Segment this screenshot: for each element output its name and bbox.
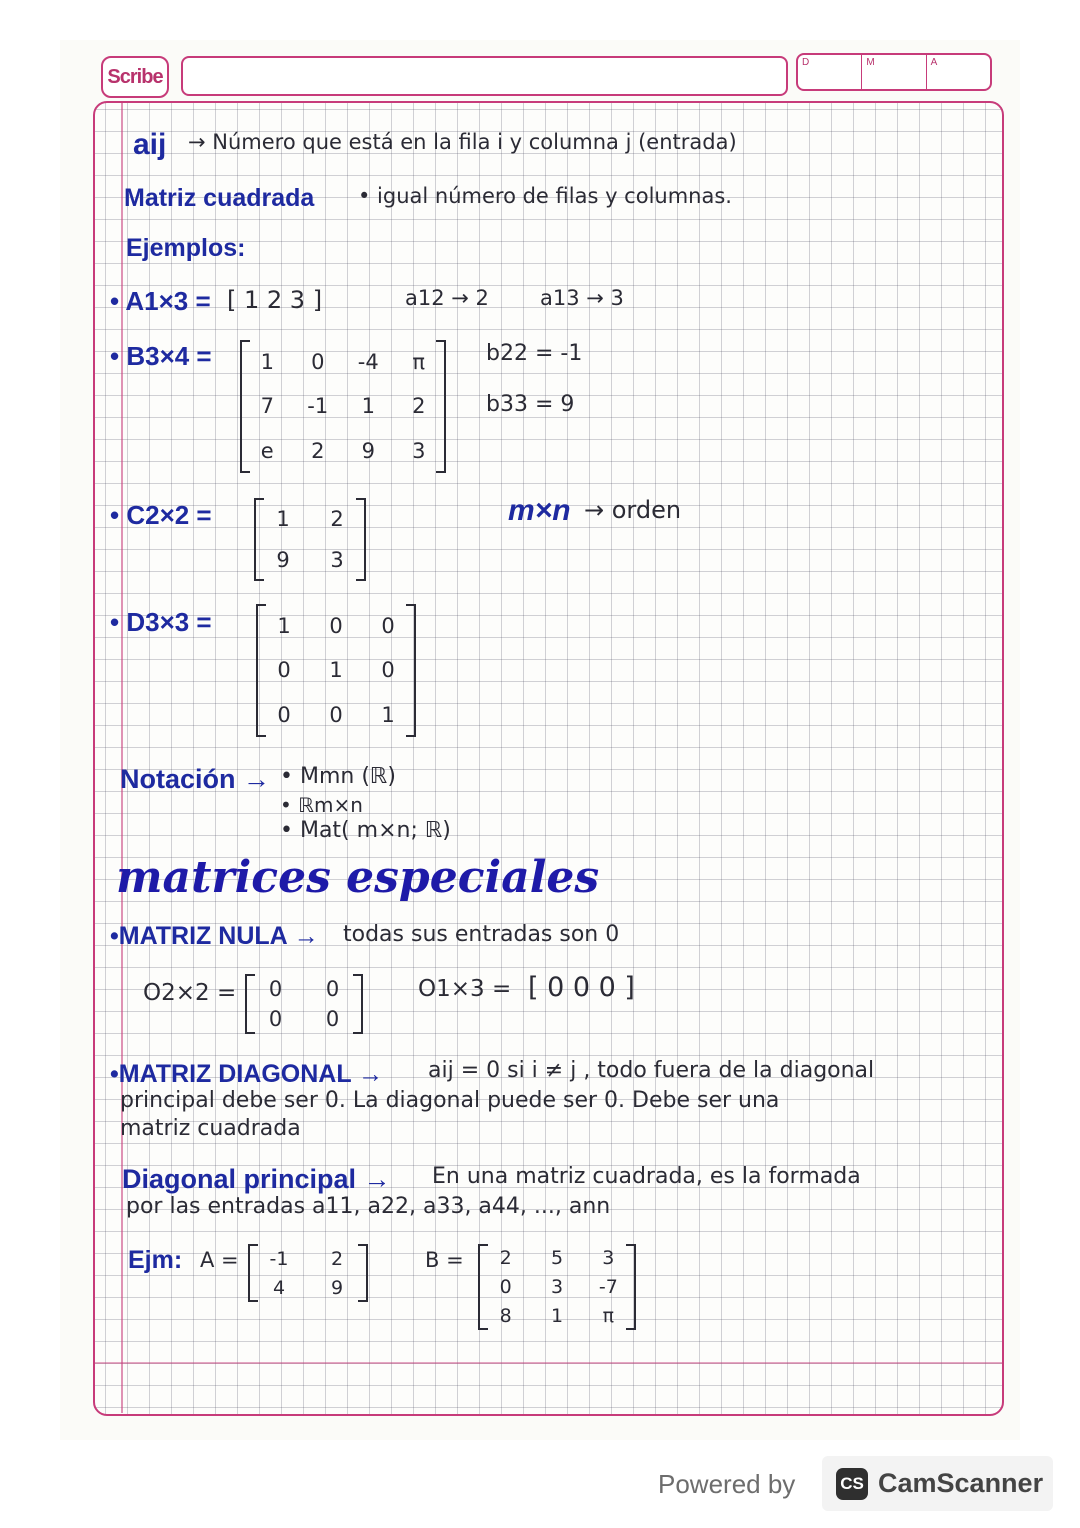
ejm-label: Ejm: <box>128 1246 183 1274</box>
title-field <box>181 56 788 96</box>
diagonal-principal-line-1: En una matriz cuadrada, es la formada <box>432 1164 861 1189</box>
o1x3-label: O1×3 = <box>418 976 512 1002</box>
matriz-diagonal-line-1: aij = 0 si i ≠ j , todo fuera de la diagonal <box>428 1058 875 1083</box>
matrix-cell: 4 <box>272 1276 286 1299</box>
matriz-nula-definition: todas sus entradas son 0 <box>343 922 620 947</box>
matrix-cell: 1 <box>329 658 343 683</box>
matrix-a-note-2: a13 → 3 <box>540 286 624 310</box>
matrix-cell: 2 <box>499 1247 512 1270</box>
camscanner-brand: CamScanner <box>878 1468 1044 1498</box>
powered-by-text: Powered by <box>658 1469 796 1499</box>
matrix-cell: 7 <box>260 394 274 419</box>
matrix-cell: -1 <box>269 1247 289 1270</box>
matrix-cell: 1 <box>260 350 274 375</box>
matrix-d-label: • D3×3 = <box>110 607 212 637</box>
matrix-cell: 3 <box>602 1247 615 1270</box>
matriz-nula-label: •MATRIZ NULA → <box>110 922 319 950</box>
matrix-cell: 3 <box>550 1275 564 1298</box>
matrix-o2x2 <box>245 974 363 1034</box>
matrix-cell: 0 <box>311 350 325 375</box>
matrix-cell: 0 <box>277 658 291 683</box>
matrix-cell: -4 <box>357 350 379 375</box>
notacion-label: Notación → <box>120 764 271 794</box>
matrix-cell: 0 <box>277 702 291 727</box>
matrix-b-note-2: b33 = 9 <box>486 392 575 417</box>
matrix-c <box>254 498 366 581</box>
matrix-a-note-1: a12 → 2 <box>405 286 489 310</box>
diagonal-principal-label: Diagonal principal → <box>122 1164 391 1194</box>
matrix-b-label: • B3×4 = <box>110 341 212 371</box>
o1x3-row: [ 0 0 0 ] <box>528 972 635 1003</box>
matrix-cell: -7 <box>598 1275 618 1298</box>
matrix-cell: 2 <box>330 506 344 531</box>
matrix-cell: 0 <box>329 702 343 727</box>
matriz-diagonal-label: •MATRIZ DIAGONAL → <box>110 1060 384 1088</box>
date-year-label: A <box>926 55 990 89</box>
o2x2-label: O2×2 = <box>143 980 237 1006</box>
matrix-cell: 1 <box>550 1304 564 1327</box>
matrix-cell: 9 <box>330 1276 344 1299</box>
matrix-a-row: [ 1 2 3 ] <box>227 286 323 314</box>
matrix-cell: 8 <box>499 1304 512 1327</box>
aij-definition: → Número que está en la fila i y columna j (entrada) <box>188 130 737 154</box>
example-b-label: B = <box>425 1248 464 1272</box>
matrix-cell: 0 <box>268 977 283 1001</box>
matrix-cell: 3 <box>412 438 426 463</box>
matrix-cell: 2 <box>311 438 325 463</box>
matrix-cell: 0 <box>381 614 395 639</box>
matriz-cuadrada-label: Matriz cuadrada <box>124 184 315 212</box>
matriz-diagonal-line-3: matriz cuadrada <box>120 1116 301 1141</box>
scribe-logo: Scribe <box>101 56 169 98</box>
matrix-cell: 1 <box>277 614 291 639</box>
matrix-c-label: • C2×2 = <box>110 500 212 530</box>
matrix-a-label: • A1×3 = <box>110 286 211 316</box>
matrix-cell: 1 <box>276 506 290 531</box>
matrix-cell: π <box>602 1304 615 1327</box>
camscanner-badge <box>822 1456 1053 1511</box>
matrix-cell: 5 <box>550 1247 564 1270</box>
diagonal-principal-line-2: por las entradas a11, a22, a33, a44, ..., ann <box>126 1194 611 1219</box>
matrix-b-note-1: b22 = -1 <box>486 341 583 366</box>
date-month-label: M <box>861 55 925 89</box>
matrix-cell: 1 <box>381 702 395 727</box>
matrix-cell: 0 <box>325 1007 340 1031</box>
bottom-rule <box>95 1362 1002 1364</box>
matrix-cell: e <box>260 438 274 463</box>
matrix-cell: 2 <box>412 394 426 419</box>
matrix-cell: 0 <box>499 1275 512 1298</box>
notacion-item-3: • Mat( m×n; ℝ) <box>280 818 451 843</box>
matrix-b <box>240 340 446 473</box>
matrices-especiales-heading: matrices especiales <box>116 852 600 903</box>
matriz-cuadrada-definition: • igual número de filas y columnas. <box>358 184 732 208</box>
matrix-cell: 9 <box>276 548 290 573</box>
matrix-cell: π <box>412 350 426 375</box>
mxn-label: m×n <box>508 494 571 527</box>
example-a-label: A = <box>200 1248 239 1272</box>
matrix-cell: -1 <box>307 394 329 419</box>
mxn-text: → orden <box>584 496 682 524</box>
notacion-item-1: • Mmn (ℝ) <box>280 764 396 789</box>
matrix-cell: 2 <box>330 1247 344 1270</box>
matrix-cell: 1 <box>361 394 375 419</box>
matriz-diagonal-line-2: principal debe ser 0. La diagonal puede ser 0. Debe ser una <box>120 1088 780 1113</box>
matrix-cell: 0 <box>381 658 395 683</box>
matrix-cell: 0 <box>268 1007 283 1031</box>
date-field <box>796 53 992 91</box>
aij-symbol: aij <box>133 128 167 161</box>
example-matrix-a <box>248 1244 368 1302</box>
ejemplos-heading: Ejemplos: <box>126 234 246 262</box>
notacion-item-2: • ℝm×n <box>280 793 363 817</box>
matrix-cell: 0 <box>329 614 343 639</box>
date-day-label: D <box>802 57 810 68</box>
camscanner-icon: CS <box>836 1468 868 1500</box>
matrix-cell: 9 <box>361 438 375 463</box>
matrix-cell: 0 <box>325 977 340 1001</box>
matrix-cell: 3 <box>330 548 344 573</box>
matrix-d <box>256 604 416 737</box>
example-matrix-b <box>478 1244 636 1330</box>
